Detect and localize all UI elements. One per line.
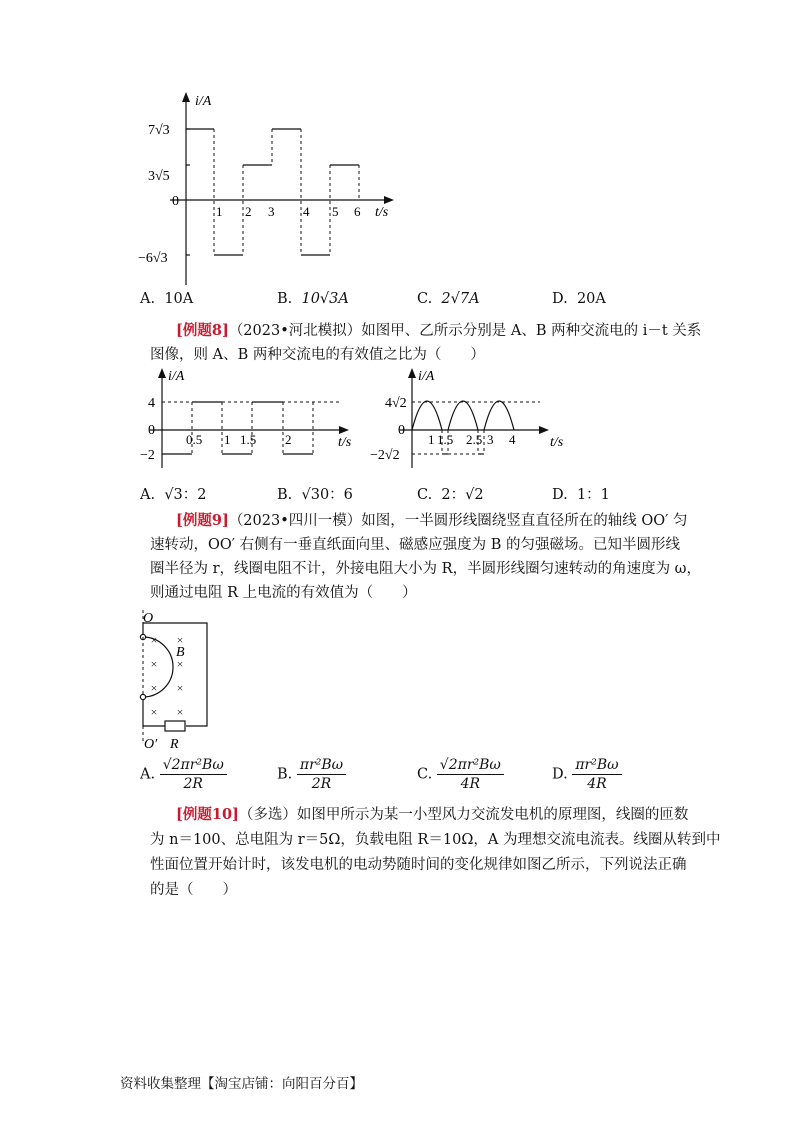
q9-option-d: D. $\frac{\text{πr²Bω}}{4R}$ (552, 757, 622, 792)
q9-option-a: A. $\frac{\text{√2πr²Bω}}{2R}$ (140, 757, 227, 792)
graph1-xtick: 3 (268, 204, 275, 219)
svg-text:×: × (150, 633, 158, 647)
q10-line2: 为 n＝100、总电阻为 r＝5Ω，负载电阻 R＝10Ω，A 为理想交流电流表。线圈从转到中 (150, 832, 721, 848)
figure-label-r: R (170, 737, 179, 752)
graphA-xtick: 1.5 (240, 432, 257, 447)
graphA-ytick: 0 (148, 423, 155, 438)
svg-text:×: × (176, 657, 184, 671)
q10-line1: [例题10]（多选）如图甲所示为某一小型风力交流发电机的原理图，线圈的匝数 (176, 806, 689, 823)
graphB-ytick: 0 (398, 423, 405, 438)
q9-line2: 速转动，OO′ 右侧有一垂直纸面向里、磁感应强度为 B 的匀强磁场。已知半圆形线 (150, 537, 681, 553)
svg-text:×: × (150, 657, 158, 671)
q9-option-c: C. $\frac{\text{√2πr²Bω}}{4R}$ (417, 757, 504, 792)
graphB-xtick: 1.5 (437, 432, 454, 447)
graphB-xtick: 3 (487, 432, 494, 447)
q8-line1: [例题8]（2023•河北模拟）如图甲、乙所示分别是 A、B 两种交流电的 i－t 关系 (176, 322, 702, 339)
graph1-y-label: i/A (195, 94, 212, 109)
svg-text:×: × (150, 681, 158, 695)
q7-option-d: D. 20A (552, 291, 606, 307)
coil-figure (130, 605, 220, 755)
q8-option-c: C. 2：√2 (417, 487, 484, 503)
graph-q8-b (365, 366, 580, 471)
q8-option-a: A. √3：2 (140, 487, 207, 503)
q7-option-a: A. 10A (140, 291, 194, 307)
graphA-ytick: −2 (140, 448, 155, 463)
graph1-xtick: 6 (354, 204, 361, 219)
svg-text:×: × (176, 705, 184, 719)
graph1-ytick: 0 (172, 194, 179, 209)
graph-question7 (130, 88, 410, 288)
q9-option-b: B. $\frac{\text{πr²Bω}}{2R}$ (277, 757, 346, 792)
figure-label-o: O (143, 611, 154, 626)
graphB-y-label: i/A (418, 369, 435, 384)
page-footer: 资料收集整理【淘宝店铺：向阳百分百】 (120, 1076, 363, 1092)
graph1-xtick: 2 (245, 204, 252, 219)
q9-line3: 圈半径为 r，线圈电阻不计，外接电阻大小为 R，半圆形线圈匀速转动的角速度为 ω， (150, 561, 701, 577)
graphB-xtick: 2.5 (466, 432, 483, 447)
q8-option-d: D. 1：1 (552, 487, 610, 503)
graph-q8-a (135, 366, 365, 471)
graphA-xtick: 2 (285, 432, 292, 447)
graphA-x-label: t/s (338, 435, 352, 450)
q10-line3: 性面位置开始计时，该发电机的电动势随时间的变化规律如图乙所示，下列说法正确 (150, 857, 687, 873)
q10-tag: [例题10] (176, 806, 239, 823)
q7-option-b: B. 10√3A (277, 291, 349, 307)
graph1-xtick: 1 (216, 204, 223, 219)
svg-text:×: × (150, 705, 158, 719)
graph1-ytick: 7√3 (148, 123, 170, 138)
svg-text:×: × (176, 681, 184, 695)
graph1-xtick: 5 (332, 204, 339, 219)
figure-label-b: B (176, 645, 185, 660)
q9-line1: [例题9]（2023•四川一模）如图，一半圆形线圈绕竖直直径所在的轴线 OO′ 匀 (176, 512, 688, 529)
svg-text:×: × (176, 633, 184, 647)
graphB-xtick: 4 (509, 432, 516, 447)
q7-option-c: C. 2√7A (417, 291, 480, 307)
graphA-xtick: 0.5 (186, 432, 203, 447)
q10-line4: 的是（ ） (150, 882, 237, 898)
graphA-ytick: 4 (148, 396, 155, 411)
graph1-xtick: 4 (303, 204, 310, 219)
graph1-x-label: t/s (375, 205, 389, 220)
q8-tag: [例题8] (176, 322, 229, 339)
graphB-ytick: −2√2 (370, 448, 400, 463)
graph1-ytick: 3√5 (148, 169, 170, 184)
graphB-x-label: t/s (550, 435, 564, 450)
graph1-ytick: −6√3 (138, 251, 168, 266)
graphA-y-label: i/A (168, 369, 185, 384)
graphB-ytick: 4√2 (385, 396, 407, 411)
figure-label-o-prime: O′ (144, 737, 158, 752)
q8-option-b: B. √30：6 (277, 487, 353, 503)
graphA-xtick: 1 (224, 432, 231, 447)
q9-tag: [例题9] (176, 512, 229, 529)
q8-line2: 图像，则 A、B 两种交流电的有效值之比为（ ） (150, 347, 485, 363)
graphB-xtick: 1 (428, 432, 435, 447)
q9-line4: 则通过电阻 R 上电流的有效值为（ ） (150, 585, 417, 601)
